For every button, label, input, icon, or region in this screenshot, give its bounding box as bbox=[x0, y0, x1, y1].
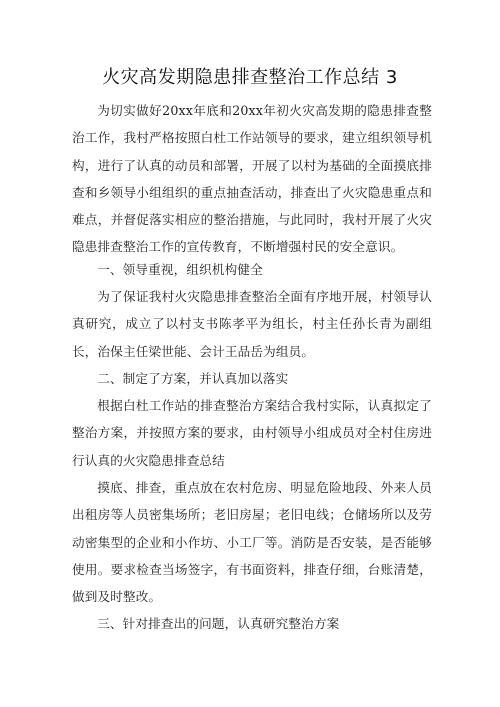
section-1-paragraph: 为了保证我村火灾隐患排查整治全面有序地开展，村领导认真研究，成立了以村支书陈孝平为组长，村主任孙长青为副组长，治保主任梁世能、会计王品岳为组员。 bbox=[72, 289, 432, 359]
document-title: 火灾高发期隐患排查整治工作总结 3 bbox=[102, 67, 398, 88]
section-2-paragraph: 根据白杜工作站的排查整治方案结合我村实际，认真拟定了整治方案，并按照方案的要求，由村领导小组成员对全村住房进行认真的火灾隐患排查总结 bbox=[72, 398, 432, 468]
section-heading-3: 三、针对排查出的问题，认真研究整治方案 bbox=[97, 616, 340, 631]
section-heading-1: 一、领导重视，组织机构健全 bbox=[97, 262, 263, 277]
section-heading-2: 二、制定了方案，并认真加以落实 bbox=[97, 371, 289, 386]
inspection-paragraph: 摸底、排查，重点放在农村危房、明显危险地段、外来人员出租房等人员密集场所；老旧房屋；老旧电线；仓储场所以及劳动密集型的企业和小作坊、小工厂等。消防是否安装，是否能够使用。要求检查当场签字，有书面资料，排查仔细，台账清楚，做到及时整改。 bbox=[72, 480, 432, 605]
intro-paragraph: 为切实做好20xx年底和20xx年初火灾高发期的隐患排查整治工作，我村严格按照白杜工作站领导的要求，建立组织领导机构，进行了认真的动员和部署，开展了以村为基础的全面摸底排查和乡领导小组组织的重点抽查活动，排查出了火灾隐患重点和难点，并督促落实相应的整治措施，与此同时，我村开展了火灾隐患排查整治工作的宣传教育，不断增强村民的安全意识。 bbox=[72, 103, 432, 255]
